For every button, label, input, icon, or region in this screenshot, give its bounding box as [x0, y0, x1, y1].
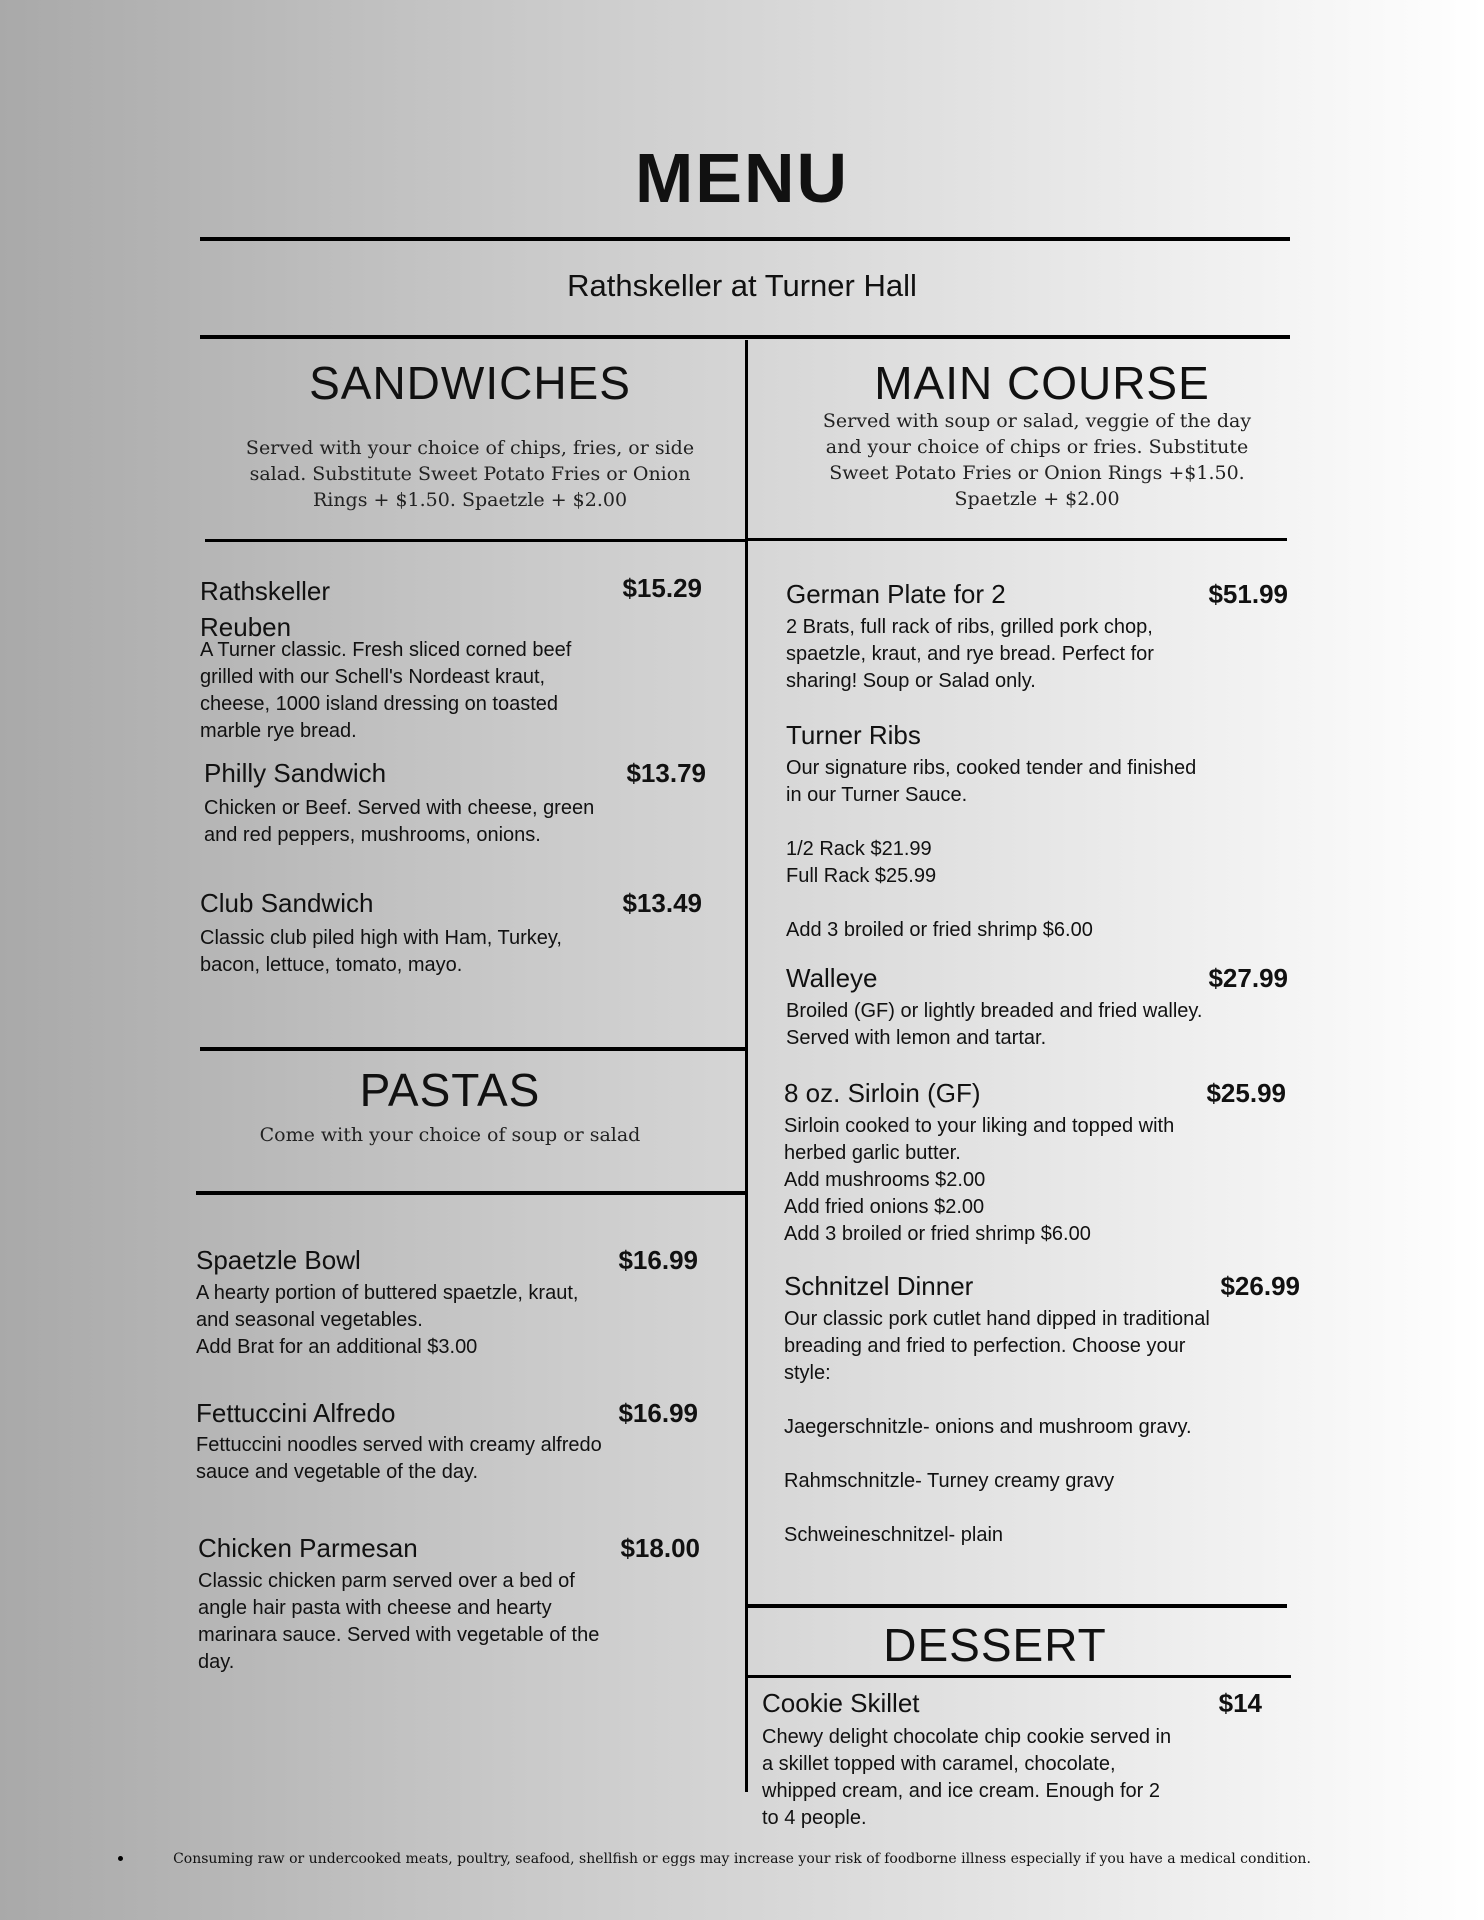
- divider: [200, 1047, 746, 1051]
- menu-item-name: Philly Sandwich: [204, 758, 387, 788]
- menu-item-price: $25.99: [1206, 1078, 1286, 1108]
- section-title-pastas: PASTAS: [359, 1064, 541, 1116]
- menu-item-price: $14: [1218, 1688, 1262, 1718]
- menu-item-description: Sirloin cooked to your liking and topped with herbed garlic butter. Add mushrooms $2.00 Add fried onions $2.00 Add 3 broiled or fried shrimp $6.00: [784, 1115, 1175, 1245]
- divider: [200, 335, 1290, 339]
- divider: [745, 538, 1287, 541]
- divider: [200, 237, 1290, 241]
- menu-item-description: A hearty portion of buttered spaetzle, kraut, and seasonal vegetables. Add Brat for an additional $3.00: [196, 1282, 579, 1358]
- menu-item-price: $15.29: [622, 573, 702, 603]
- menu-item-description: Chewy delight chocolate chip cookie served in a skillet topped with caramel, chocolate, whipped cream, and ice cream. Enough for 2 to 4 people.: [762, 1726, 1172, 1829]
- menu-item-name: Turner Ribs: [786, 720, 921, 750]
- section-title-main-course: MAIN COURSE: [874, 357, 1210, 409]
- menu-item-price: $26.99: [1220, 1271, 1300, 1301]
- menu-item-price: $16.99: [618, 1245, 698, 1275]
- menu-item-description: Chicken or Beef. Served with cheese, green and red peppers, mushrooms, onions.: [204, 797, 595, 846]
- menu-item-name: Fettuccini Alfredo: [196, 1398, 396, 1428]
- menu-item-name: Schnitzel Dinner: [784, 1271, 974, 1301]
- menu-item-price: $16.99: [618, 1398, 698, 1428]
- menu-item-price: $13.49: [622, 888, 702, 918]
- menu-item-price: $13.79: [626, 758, 706, 788]
- food-safety-footnote: Consuming raw or undercooked meats, poultry, seafood, shellfish or eggs may increase your risk of foodborne illness especially if you have a medical condition.: [173, 1851, 1311, 1867]
- menu-item-description: Broiled (GF) or lightly breaded and fried walley. Served with lemon and tartar.: [786, 1000, 1203, 1049]
- menu-item-name: 8 oz. Sirloin (GF): [784, 1078, 981, 1108]
- section-title-dessert: DESSERT: [883, 1619, 1107, 1671]
- menu-item-description: Our signature ribs, cooked tender and finished in our Turner Sauce. 1/2 Rack $21.99 Full Rack $25.99 Add 3 broiled or fried shrimp $6.00: [786, 757, 1197, 941]
- menu-item-price: $18.00: [620, 1533, 700, 1563]
- menu-item-description: 2 Brats, full rack of ribs, grilled pork chop, spaetzle, kraut, and rye bread. Perfect for sharing! Soup or Salad only.: [786, 616, 1154, 692]
- menu-item-name: Spaetzle Bowl: [196, 1245, 361, 1275]
- menu-item-name: Club Sandwich: [200, 888, 374, 918]
- main-course-description: Served with soup or salad, veggie of the day and your choice of chips or fries. Substitute Sweet Potato Fries or Onion Rings +$1.50. Spaetzle + $2.00: [822, 410, 1252, 510]
- menu-item-description: Fettuccini noodles served with creamy alfredo sauce and vegetable of the day.: [196, 1434, 602, 1483]
- divider: [196, 1191, 746, 1195]
- menu-item-description: Classic chicken parm served over a bed of angle hair pasta with cheese and hearty marinara sauce. Served with vegetable of the day.: [198, 1570, 600, 1673]
- menu-item-name: Rathskeller Reuben: [200, 576, 331, 642]
- divider: [205, 539, 745, 542]
- menu-item-name: Chicken Parmesan: [198, 1533, 418, 1563]
- pastas-description: Come with your choice of soup or salad: [259, 1124, 641, 1146]
- section-title-sandwiches: SANDWICHES: [309, 357, 631, 409]
- restaurant-name: Rathskeller at Turner Hall: [567, 268, 917, 303]
- menu-item-price: $51.99: [1208, 579, 1288, 609]
- menu-item-description: Classic club piled high with Ham, Turkey, bacon, lettuce, tomato, mayo.: [200, 927, 562, 976]
- menu-item-description: A Turner classic. Fresh sliced corned beef grilled with our Schell's Nordeast kraut, cheese, 1000 island dressing on toasted marble rye bread.: [200, 639, 572, 742]
- menu-item-description: Our classic pork cutlet hand dipped in traditional breading and fried to perfection. Choose your style: Jaegerschnitzle- onions and mushroom gravy. Rahmschnitzle- Turney creamy gravy Schweineschnitzel- plain: [784, 1308, 1210, 1546]
- menu-item-name: Cookie Skillet: [762, 1688, 920, 1718]
- divider: [745, 1675, 1291, 1678]
- menu-item-price: $27.99: [1208, 963, 1288, 993]
- menu-title: MENU: [634, 139, 850, 217]
- divider: [745, 1604, 1287, 1608]
- sandwiches-description: Served with your choice of chips, fries, or side salad. Substitute Sweet Potato Fries or Onion Rings + $1.50. Spaetzle + $2.00: [245, 437, 695, 511]
- column-divider: [745, 340, 748, 1792]
- menu-item-name: German Plate for 2: [786, 579, 1006, 609]
- menu-item-name: Walleye: [786, 963, 878, 993]
